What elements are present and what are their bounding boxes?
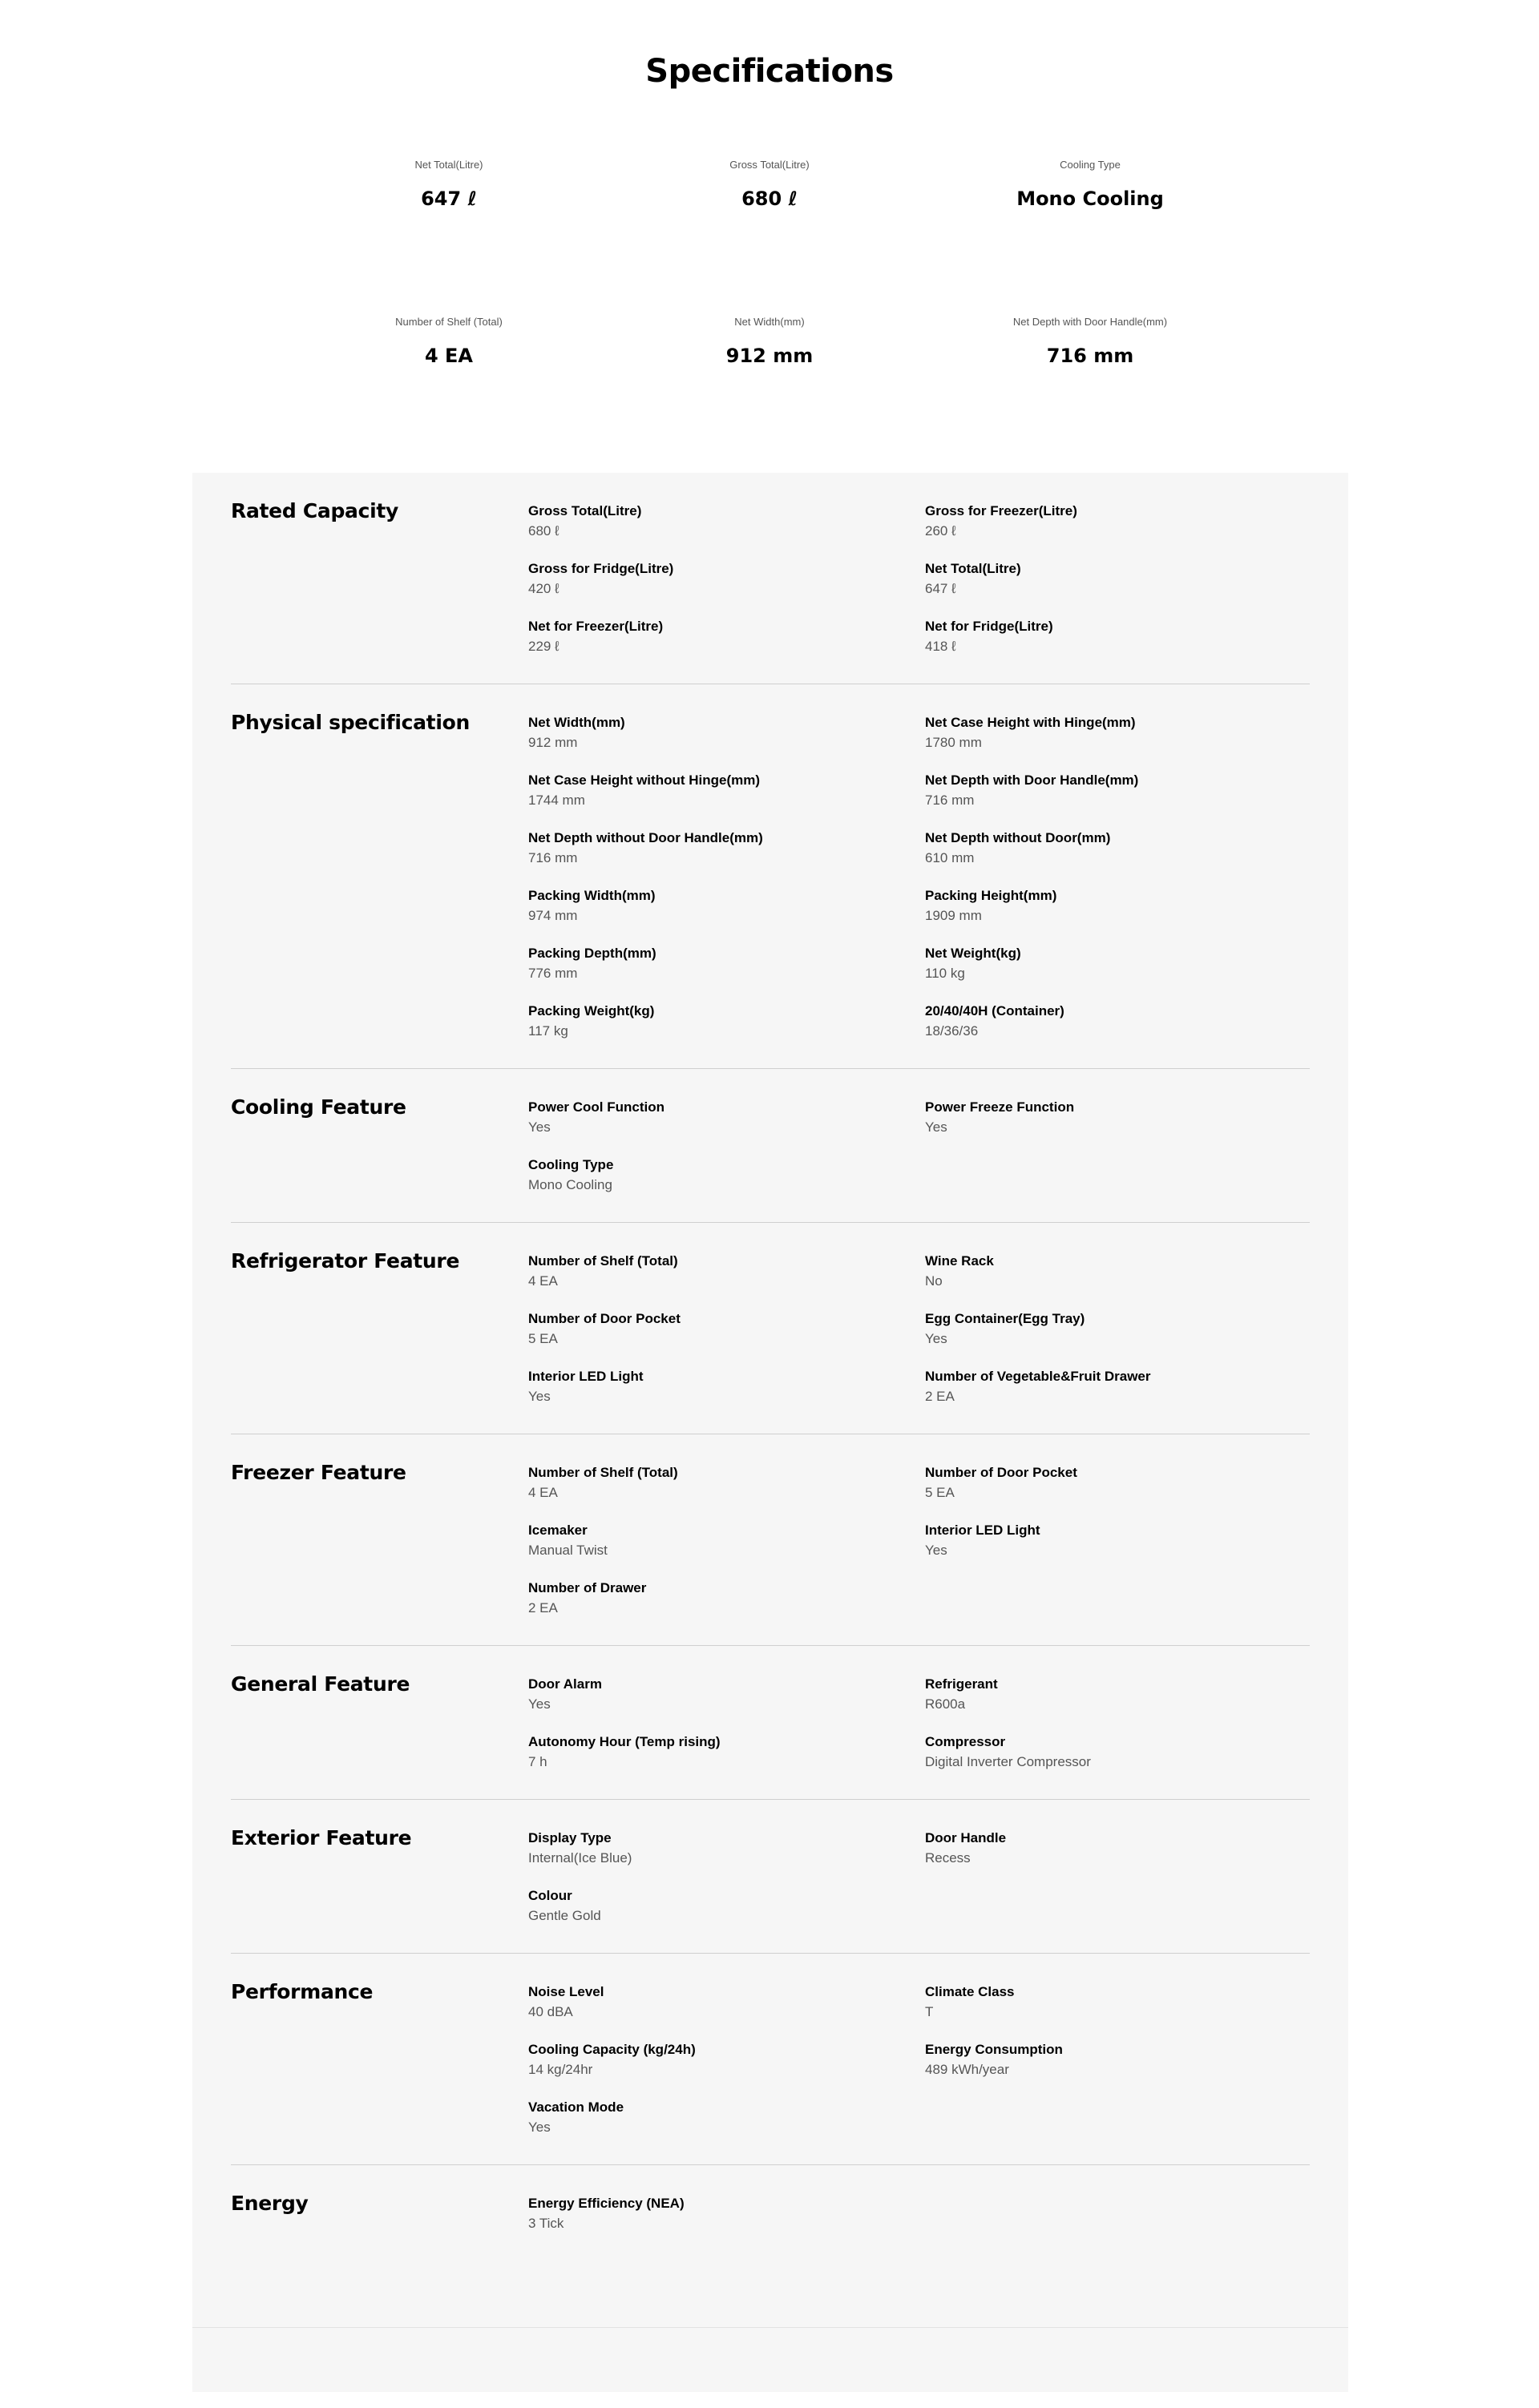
spec-item bbox=[528, 1252, 925, 1292]
spec-value: 260 ℓ bbox=[925, 523, 956, 538]
spec-item bbox=[528, 1886, 925, 1926]
spec-value: 229 ℓ bbox=[528, 639, 559, 654]
spec-item bbox=[528, 1098, 925, 1138]
spec-item bbox=[528, 829, 925, 869]
spec-value: 610 mm bbox=[925, 850, 975, 865]
spec-item bbox=[925, 559, 1310, 599]
spec-label: Power Freeze Function bbox=[925, 1099, 1075, 1115]
section-title: Energy bbox=[231, 2192, 309, 2215]
spec-label: Net Case Height with Hinge(mm) bbox=[925, 715, 1136, 730]
spec-label: Display Type bbox=[528, 1830, 612, 1845]
highlight-item bbox=[609, 314, 930, 471]
spec-value: Yes bbox=[925, 1119, 947, 1135]
spec-label: Packing Height(mm) bbox=[925, 888, 1057, 903]
highlight-item bbox=[930, 157, 1250, 314]
spec-label: Packing Depth(mm) bbox=[528, 946, 656, 961]
spec-item bbox=[528, 2194, 925, 2234]
spec-item bbox=[925, 1732, 1310, 1773]
section-title: Refrigerator Feature bbox=[231, 1249, 460, 1273]
spec-item bbox=[925, 829, 1310, 869]
highlight-label: Number of Shelf (Total) bbox=[395, 316, 503, 328]
spec-item bbox=[925, 713, 1310, 753]
spec-label: Egg Container(Egg Tray) bbox=[925, 1311, 1085, 1326]
spec-value: Mono Cooling bbox=[528, 1177, 612, 1192]
spec-label: Gross Total(Litre) bbox=[528, 503, 642, 518]
spec-value: No bbox=[925, 1273, 943, 1289]
spec-label: Number of Door Pocket bbox=[925, 1465, 1077, 1480]
spec-value: 2 EA bbox=[528, 1600, 558, 1615]
spec-value: Yes bbox=[528, 1119, 551, 1135]
spec-value: 3 Tick bbox=[528, 2216, 564, 2231]
spec-value: 4 EA bbox=[528, 1485, 558, 1500]
spec-value: 1744 mm bbox=[528, 793, 585, 808]
spec-label: Compressor bbox=[925, 1734, 1006, 1749]
spec-label: Energy Efficiency (NEA) bbox=[528, 2196, 685, 2211]
highlight-row bbox=[289, 157, 1250, 314]
spec-section bbox=[231, 1954, 1310, 2165]
spec-label: Number of Door Pocket bbox=[528, 1311, 681, 1326]
spec-value: 420 ℓ bbox=[528, 581, 559, 596]
spec-value: 18/36/36 bbox=[925, 1023, 979, 1039]
spec-label: Power Cool Function bbox=[528, 1099, 664, 1115]
spec-label: Cooling Type bbox=[528, 1157, 614, 1172]
spec-label: Cooling Capacity (kg/24h) bbox=[528, 2042, 696, 2057]
highlight-value: 680 ℓ bbox=[741, 188, 798, 210]
section-title: Exterior Feature bbox=[231, 1826, 412, 1849]
spec-value: 4 EA bbox=[528, 1273, 558, 1289]
spec-label: Interior LED Light bbox=[925, 1523, 1040, 1538]
spec-value: 489 kWh/year bbox=[925, 2062, 1009, 2077]
spec-label: Energy Consumption bbox=[925, 2042, 1063, 2057]
spec-label: Net for Freezer(Litre) bbox=[528, 619, 664, 634]
spec-value: Recess bbox=[925, 1850, 971, 1865]
spec-value: 1780 mm bbox=[925, 735, 982, 750]
spec-label: Net Depth without Door(mm) bbox=[925, 830, 1111, 845]
spec-label: Packing Weight(kg) bbox=[528, 1003, 655, 1018]
spec-value: 40 dBA bbox=[528, 2004, 573, 2019]
spec-value: Manual Twist bbox=[528, 1543, 608, 1558]
spec-label: Door Alarm bbox=[528, 1676, 602, 1692]
spec-items-grid bbox=[528, 1252, 1310, 1407]
spec-section bbox=[231, 1069, 1310, 1223]
highlight-label: Net Width(mm) bbox=[734, 316, 805, 328]
spec-item bbox=[528, 1002, 925, 1042]
spec-items-grid bbox=[528, 1098, 1310, 1196]
spec-item bbox=[925, 771, 1310, 811]
spec-item bbox=[925, 1252, 1310, 1292]
spec-item bbox=[925, 1829, 1310, 1869]
spec-items-grid bbox=[528, 713, 1310, 1042]
spec-item bbox=[528, 2040, 925, 2080]
spec-value: 14 kg/24hr bbox=[528, 2062, 593, 2077]
spec-value: 776 mm bbox=[528, 966, 578, 981]
spec-item bbox=[528, 944, 925, 984]
spec-label: Number of Drawer bbox=[528, 1580, 647, 1595]
spec-item bbox=[528, 1367, 925, 1407]
spec-label: Net Depth without Door Handle(mm) bbox=[528, 830, 763, 845]
spec-item bbox=[925, 1002, 1310, 1042]
spec-item bbox=[528, 1521, 925, 1561]
spec-value: Digital Inverter Compressor bbox=[925, 1754, 1091, 1769]
spec-label: Net Case Height without Hinge(mm) bbox=[528, 772, 761, 788]
spec-item bbox=[528, 1463, 925, 1503]
spec-label: Vacation Mode bbox=[528, 2099, 624, 2115]
spec-item bbox=[925, 1463, 1310, 1503]
spec-label: Net Width(mm) bbox=[528, 715, 625, 730]
highlight-row bbox=[289, 314, 1250, 471]
spec-value: 5 EA bbox=[528, 1331, 558, 1346]
spec-value: 912 mm bbox=[528, 735, 578, 750]
highlight-label: Cooling Type bbox=[1060, 159, 1121, 171]
section-title: Freezer Feature bbox=[231, 1461, 406, 1484]
spec-item bbox=[528, 713, 925, 753]
spec-item bbox=[528, 502, 925, 542]
spec-label: Climate Class bbox=[925, 1984, 1015, 1999]
spec-section bbox=[231, 1646, 1310, 1800]
section-title: General Feature bbox=[231, 1672, 410, 1696]
spec-value: 418 ℓ bbox=[925, 639, 956, 654]
spec-value: 110 kg bbox=[925, 966, 965, 981]
spec-value: 974 mm bbox=[528, 908, 578, 923]
spec-value: Internal(Ice Blue) bbox=[528, 1850, 632, 1865]
spec-item bbox=[528, 559, 925, 599]
highlight-item bbox=[289, 314, 609, 471]
spec-label: Packing Width(mm) bbox=[528, 888, 656, 903]
spec-items-grid bbox=[528, 1463, 1310, 1619]
highlight-value: 4 EA bbox=[424, 345, 474, 367]
spec-section bbox=[231, 1223, 1310, 1434]
spec-value: Yes bbox=[528, 1389, 551, 1404]
spec-label: Net Depth with Door Handle(mm) bbox=[925, 772, 1139, 788]
spec-items-grid bbox=[528, 1675, 1310, 1773]
spec-value: 1909 mm bbox=[925, 908, 982, 923]
section-title: Rated Capacity bbox=[231, 499, 399, 522]
highlight-label: Net Total(Litre) bbox=[414, 159, 483, 171]
spec-item bbox=[925, 1675, 1310, 1715]
spec-item bbox=[528, 1982, 925, 2023]
spec-value: 716 mm bbox=[925, 793, 975, 808]
spec-items-grid bbox=[528, 502, 1310, 657]
spec-value: Yes bbox=[528, 1696, 551, 1712]
spec-highlights bbox=[289, 157, 1250, 471]
spec-label: Number of Shelf (Total) bbox=[528, 1253, 678, 1269]
spec-section bbox=[231, 2165, 1310, 2261]
highlight-value: 912 mm bbox=[725, 345, 814, 367]
spec-item bbox=[925, 1309, 1310, 1349]
spec-item bbox=[528, 1732, 925, 1773]
page-title: Specifications bbox=[645, 53, 894, 90]
spec-item bbox=[925, 1521, 1310, 1561]
spec-value: Gentle Gold bbox=[528, 1908, 601, 1923]
spec-items-grid bbox=[528, 1982, 1310, 2138]
spec-item bbox=[528, 1829, 925, 1869]
spec-item bbox=[528, 1675, 925, 1715]
spec-item bbox=[925, 1367, 1310, 1407]
spec-item bbox=[528, 1309, 925, 1349]
spec-section bbox=[231, 684, 1310, 1069]
spec-item bbox=[528, 1579, 925, 1619]
spec-label: Net for Fridge(Litre) bbox=[925, 619, 1053, 634]
spec-label: Number of Shelf (Total) bbox=[528, 1465, 678, 1480]
spec-label: Gross for Fridge(Litre) bbox=[528, 561, 674, 576]
spec-item bbox=[925, 502, 1310, 542]
highlight-value: Mono Cooling bbox=[1016, 188, 1164, 210]
spec-value: T bbox=[925, 2004, 934, 2019]
spec-label: Noise Level bbox=[528, 1984, 604, 1999]
highlight-label: Gross Total(Litre) bbox=[729, 159, 810, 171]
highlight-value: 716 mm bbox=[1046, 345, 1134, 367]
spec-value: 5 EA bbox=[925, 1485, 955, 1500]
spec-value: 7 h bbox=[528, 1754, 547, 1769]
spec-item bbox=[925, 2040, 1310, 2080]
highlight-item bbox=[609, 157, 930, 314]
spec-item bbox=[528, 2098, 925, 2138]
spec-label: Interior LED Light bbox=[528, 1369, 644, 1384]
spec-value: Yes bbox=[528, 2120, 551, 2135]
spec-label: Wine Rack bbox=[925, 1253, 994, 1269]
spec-item bbox=[528, 1156, 925, 1196]
spec-item bbox=[528, 617, 925, 657]
spec-items-grid bbox=[528, 2194, 1310, 2234]
spec-item bbox=[925, 944, 1310, 984]
spec-value: 2 EA bbox=[925, 1389, 955, 1404]
spec-label: Refrigerant bbox=[925, 1676, 998, 1692]
panel-divider bbox=[192, 2327, 1348, 2328]
section-title: Physical specification bbox=[231, 711, 470, 734]
spec-value: 680 ℓ bbox=[528, 523, 559, 538]
spec-value: Yes bbox=[925, 1331, 947, 1346]
spec-value: 647 ℓ bbox=[925, 581, 956, 596]
spec-item bbox=[925, 1982, 1310, 2023]
spec-item bbox=[925, 1098, 1310, 1138]
spec-items-grid bbox=[528, 1829, 1310, 1926]
spec-item bbox=[925, 617, 1310, 657]
section-title: Cooling Feature bbox=[231, 1095, 406, 1119]
spec-table-panel bbox=[192, 473, 1348, 2392]
spec-label: Gross for Freezer(Litre) bbox=[925, 503, 1077, 518]
section-title: Performance bbox=[231, 1980, 374, 2003]
spec-item bbox=[528, 771, 925, 811]
spec-label: Door Handle bbox=[925, 1830, 1007, 1845]
spec-label: Number of Vegetable&Fruit Drawer bbox=[925, 1369, 1151, 1384]
spec-section bbox=[231, 1800, 1310, 1954]
spec-label: Net Total(Litre) bbox=[925, 561, 1021, 576]
spec-section bbox=[231, 1434, 1310, 1646]
spec-label: 20/40/40H (Container) bbox=[925, 1003, 1064, 1018]
spec-value: 716 mm bbox=[528, 850, 578, 865]
highlight-item bbox=[289, 157, 609, 314]
spec-label: Net Weight(kg) bbox=[925, 946, 1021, 961]
spec-label: Icemaker bbox=[528, 1523, 588, 1538]
highlight-label: Net Depth with Door Handle(mm) bbox=[1012, 316, 1168, 328]
spec-section bbox=[231, 473, 1310, 684]
spec-item bbox=[925, 886, 1310, 926]
spec-item bbox=[528, 886, 925, 926]
spec-sections bbox=[231, 473, 1310, 2261]
highlight-item bbox=[930, 314, 1250, 471]
spec-value: Yes bbox=[925, 1543, 947, 1558]
spec-value: R600a bbox=[925, 1696, 966, 1712]
highlight-value: 647 ℓ bbox=[421, 188, 477, 210]
spec-label: Colour bbox=[528, 1888, 572, 1903]
spec-value: 117 kg bbox=[528, 1023, 568, 1039]
spec-label: Autonomy Hour (Temp rising) bbox=[528, 1734, 721, 1749]
